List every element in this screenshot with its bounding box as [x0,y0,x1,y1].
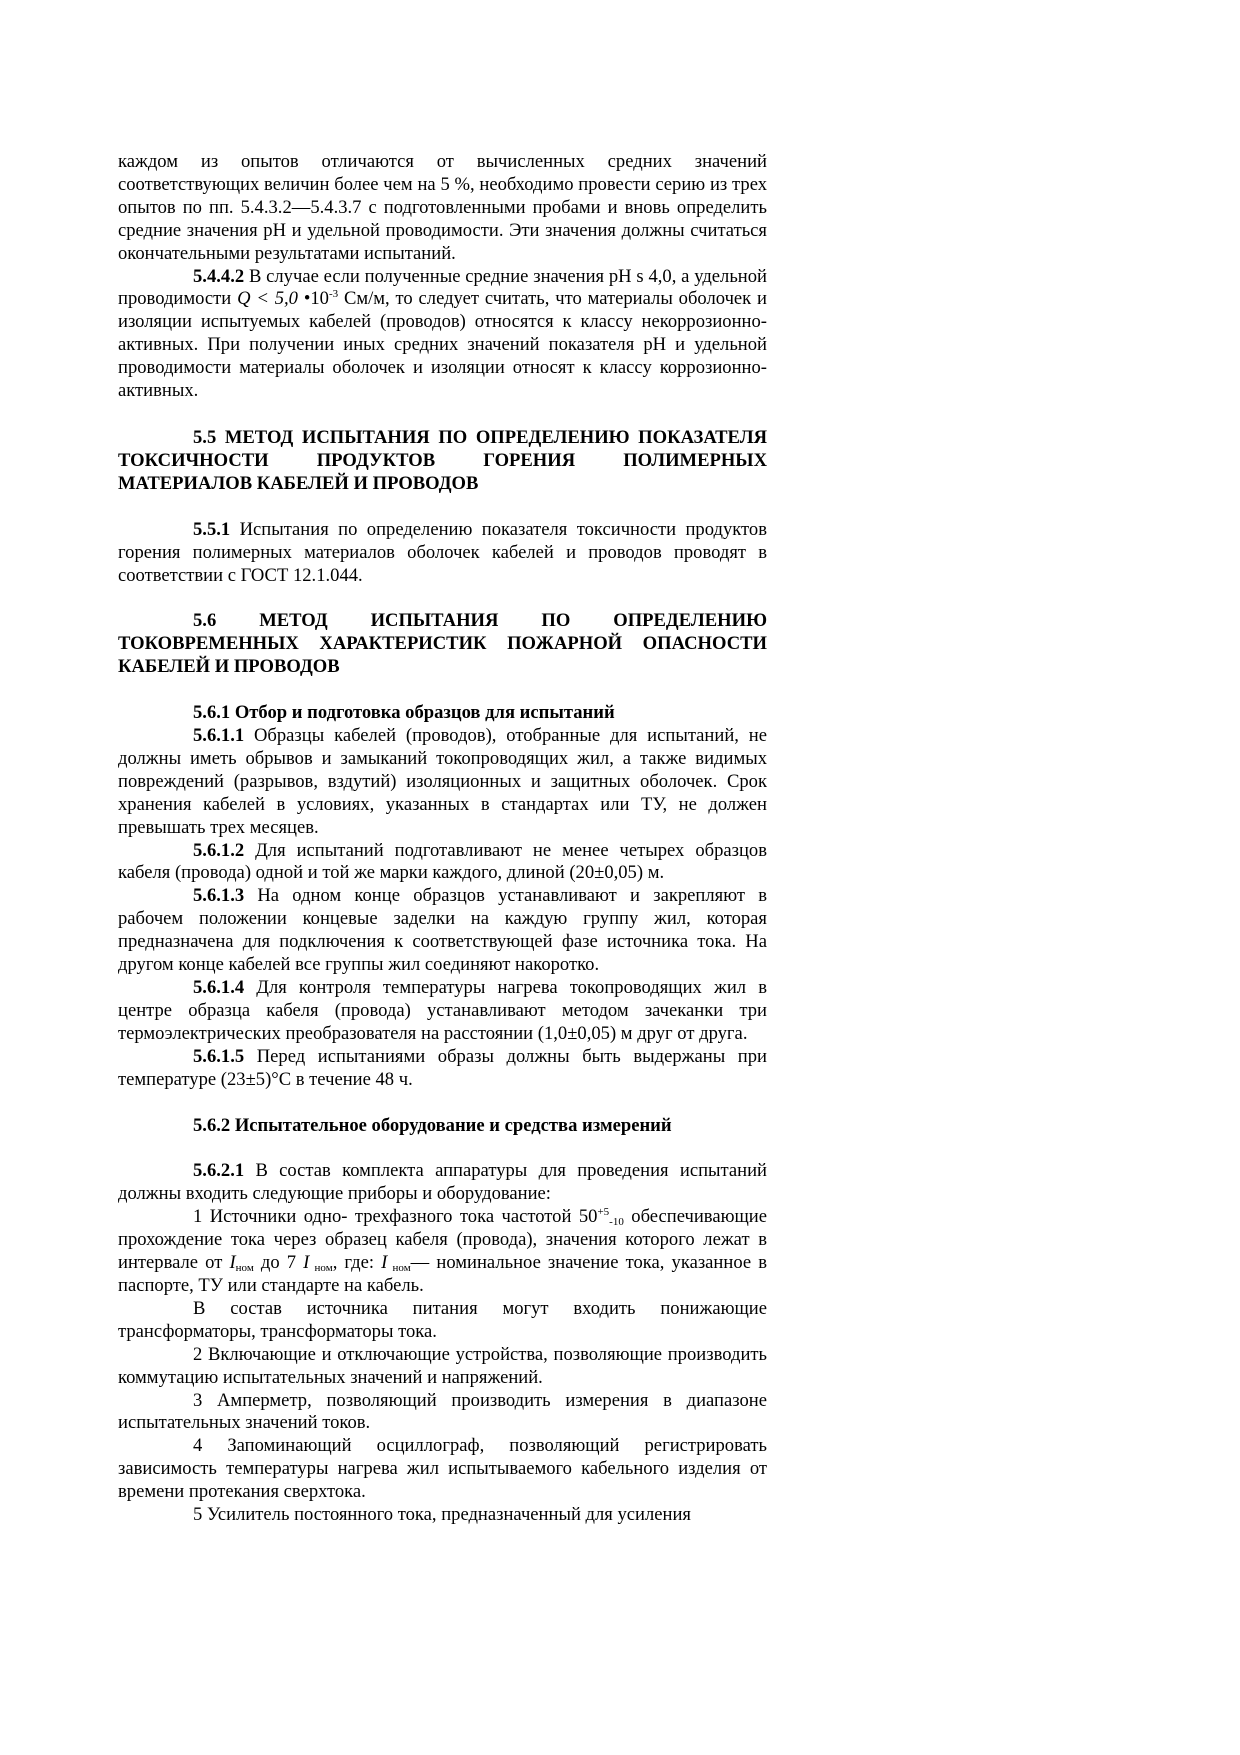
paragraph-text: В случае если полученные средние значения pH s 4,0, а удельной проводимости [118,265,767,310]
frequency-tolerance-upper: +5 [597,1206,610,1219]
clause-number: 5.4.4.2 [193,265,245,287]
paragraph-text: до 7 [253,1252,304,1274]
paragraph-5-6-1-1 [118,725,767,840]
paragraph-text: •10 [297,288,329,310]
section-number: 5.5 [193,426,217,448]
frequency-tolerance-lower: -10 [609,1216,624,1229]
list-item-5: 5 Усилитель постоянного тока, предназначенный для усиления [193,1504,691,1526]
current-subscript: ном [387,1262,411,1275]
paragraph-continuation: каждом из опытов отличаются от вычисленных средних значений соответствующих величин более чем на 5 %, необходимо провести серию из трех опытов по пп. 5.4.3.2—5.4.3.7 с подготовленными пробами и вновь определить средние значения pH и удельной проводимости. Эти значения должны считаться окончательными результатами испытаний. [118,151,767,264]
list-item-2: 2 Включающие и отключающие устройства, позволяющие производить коммутацию испытательных значений и напряжений. [118,1343,767,1388]
paragraph-text: обеспечивающие прохождение тока через образец кабеля (провода), значения которого лежат в интервале от [118,1206,767,1274]
section-heading-5-5 [118,427,767,496]
paragraph-5-6-2-1 [118,1160,767,1206]
paragraph-text: Испытания по определению показателя токсичности продуктов горения полимерных материалов оболочек кабелей и проводов проводят в соответствии с ГОСТ 12.1.044. [118,518,767,586]
section-title: МЕТОД ИСПЫТАНИЯ ПО ОПРЕДЕЛЕНИЮ ТОКОВРЕМЕННЫХ ХАРАКТЕРИСТИК ПОЖАРНОЙ ОПАСНОСТИ КАБЕЛЕЙ И ПРОВОДОВ [118,610,767,678]
list-item-4: 4 Запоминающий осциллограф, позволяющий регистрировать зависимость температуры нагрева жил испытываемого кабельного изделия от времени протекания сверхтока. [118,1435,767,1503]
clause-number: 5.5.1 [193,518,231,540]
paragraph-text: Перед испытаниями образы должны быть выдержаны при температуре (23±5)°С в течение 48 ч. [118,1045,767,1090]
paragraph-text: На одном конце образцов устанавливают и закрепляют в рабочем положении концевые заделки на каждую группу жил, которая предназначена для подключения к соответствующей фазе источника тока. На другом конце кабелей все группы жил соединяют накоротко. [118,885,767,976]
paragraph-text: 1 Источники одно- трехфазного тока частотой 50 [193,1206,598,1228]
clause-number: 5.6.1.3 [193,885,245,907]
paragraph-text: Для испытаний подготавливают не менее четырех образцов кабеля (провода) одной и той же марки каждого, длиной (20±0,05) м. [118,839,767,884]
paragraph-text: , где: [332,1252,382,1274]
paragraph-text: Образцы кабелей (проводов), отобранные для испытаний, не должны иметь обрывов и замыканий токопроводящих жил, а также видимых повреждений (разрывов, вздутий) изоляционных и защитных оболочек. Срок хранения кабелей в условиях, указанных в стандартах или ТУ, не должен превышать трех месяцев. [118,725,767,838]
subsection-heading-5-6-1: 5.6.1 Отбор и подготовка образцов для испытаний [193,702,615,724]
paragraph-power-source: В состав источника питания могут входить понижающие трансформаторы, трансформаторы тока. [118,1297,767,1342]
current-symbol: I [229,1252,236,1274]
section-heading-5-6 [118,610,767,679]
list-item-1 [118,1206,767,1298]
clause-number: 5.6.1.1 [193,725,245,747]
exponent: -3 [328,288,339,301]
paragraph-text: См/м, то следует считать, что материалы оболочек и изоляции испытуемых кабелей (проводов) относятся к классу некоррозионно-активных. При получении иных средних значений показателя pH и удельной проводимости материалы оболочек и изоляции относят к классу коррозионно-активных. [118,288,767,402]
current-subscript: ном [309,1262,333,1275]
subsection-heading-5-6-2: 5.6.2 Испытательное оборудование и средства измерений [193,1114,672,1136]
current-symbol: I [303,1252,310,1274]
clause-number: 5.6.1.5 [193,1045,245,1067]
current-subscript: ном [235,1262,254,1275]
text-column [118,151,767,1527]
paragraph-5-4-4-2 [118,266,767,403]
paragraph-text: В состав комплекта аппаратуры для проведения испытаний должны входить следующие приборы и оборудование: [118,1160,767,1205]
section-number: 5.6 [193,610,217,632]
paragraph-5-6-1-5 [118,1046,767,1092]
clause-number: 5.6.2.1 [193,1160,245,1182]
paragraph-5-6-1-3 [118,885,767,977]
clause-number: 5.6.1.2 [193,839,245,861]
paragraph-5-5-1 [118,519,767,588]
current-symbol: I [381,1252,388,1274]
paragraph-text: Для контроля температуры нагрева токопроводящих жил в центре образца кабеля (провода) устанавливают методом зачеканки три термоэлектрических преобразователя на расстоянии (1,0±0,05) м друг от друга. [118,977,767,1044]
clause-number: 5.6.1.4 [193,977,245,998]
paragraph-5-6-1-2 [118,840,767,886]
formula: Q < 5,0 [237,288,298,310]
paragraph-5-6-1-4 [118,977,767,1046]
paragraph-text: — номинальное значение тока, указанное в паспорте, ТУ или стандарте на кабель. [118,1252,767,1296]
section-title: МЕТОД ИСПЫТАНИЯ ПО ОПРЕДЕЛЕНИЮ ПОКАЗАТЕЛЯ ТОКСИЧНОСТИ ПРОДУКТОВ ГОРЕНИЯ ПОЛИМЕРНЫХ МАТЕРИАЛОВ КАБЕЛЕЙ И ПРОВОДОВ [118,426,767,494]
list-item-3: 3 Амперметр, позволяющий производить измерения в диапазоне испытательных значений токов. [118,1389,767,1434]
